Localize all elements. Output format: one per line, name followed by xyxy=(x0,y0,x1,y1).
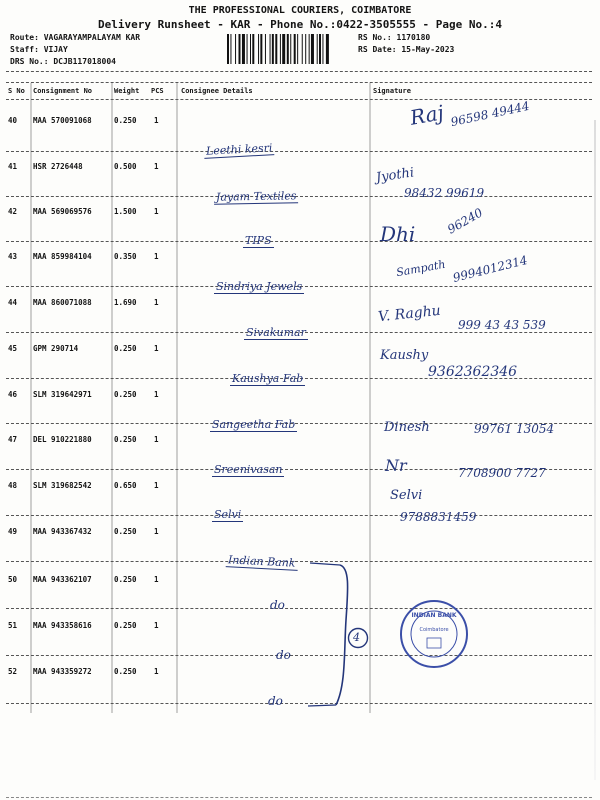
handwritten-phone: 7708900 7727 xyxy=(458,466,546,480)
handwritten-ditto: do xyxy=(268,694,283,708)
handwritten-name: Sindriya Jewels xyxy=(216,280,303,293)
row-sno: 50 xyxy=(8,575,18,584)
bottom-edge-line xyxy=(6,797,592,798)
handwritten-name: Sivakumar xyxy=(246,326,306,339)
row-pcs: 1 xyxy=(154,435,159,444)
row-sno: 45 xyxy=(8,344,18,353)
row-consignment: MAA 859984104 xyxy=(33,252,92,261)
header-divider xyxy=(6,71,592,72)
row-consignment: MAA 570091068 xyxy=(33,116,92,125)
handwritten-name: Sreenivasan xyxy=(214,463,283,476)
row-consignment: SLM 319642971 xyxy=(33,390,92,399)
row-pcs: 1 xyxy=(154,207,159,216)
row-weight: 0.250 xyxy=(114,390,137,399)
handwritten-phone: 96598 49444 xyxy=(449,98,531,130)
signature: Jyothi xyxy=(375,165,415,186)
col-consignment: Consignment No xyxy=(33,87,93,95)
signature: Sampath xyxy=(395,257,447,280)
handwritten-name: Indian Bank xyxy=(226,553,298,571)
row-consignment: MAA 943358616 xyxy=(33,621,92,630)
row-consignment: SLM 319682542 xyxy=(33,481,92,490)
row-pcs: 1 xyxy=(154,621,159,630)
barcode xyxy=(227,34,355,64)
handwritten-phone: 999 43 43 539 xyxy=(458,318,546,332)
row-weight: 1.690 xyxy=(114,298,137,307)
row-pcs: 1 xyxy=(154,116,159,125)
row-sno: 40 xyxy=(8,116,18,125)
row-pcs: 1 xyxy=(154,575,159,584)
row-sno: 48 xyxy=(8,481,18,490)
staff-label: Staff: VIJAY xyxy=(10,45,68,54)
row-consignment: GPM 290714 xyxy=(33,344,79,353)
row-weight: 0.250 xyxy=(114,621,137,630)
bank-stamp-title: INDIAN BANK xyxy=(411,612,457,619)
row-divider xyxy=(6,561,592,562)
signature: Raj xyxy=(408,100,446,130)
handwritten-name: Leethi kesri xyxy=(204,141,275,159)
row-weight: 1.500 xyxy=(114,207,137,216)
row-weight: 0.250 xyxy=(114,344,137,353)
col-pcs: PCS xyxy=(151,87,164,95)
row-sno: 46 xyxy=(8,390,18,399)
handwritten-phone: 9362362346 xyxy=(428,364,518,380)
row-consignment: MAA 943359272 xyxy=(33,667,92,676)
row-sno: 49 xyxy=(8,527,18,536)
handwritten-phone: 98432 99619 xyxy=(404,186,485,200)
bank-stamp-center: Coimbatore xyxy=(419,627,449,633)
row-weight: 0.250 xyxy=(114,667,137,676)
row-weight: 0.250 xyxy=(114,575,137,584)
signature: Selvi xyxy=(390,488,423,503)
row-pcs: 1 xyxy=(154,344,159,353)
row-weight: 0.250 xyxy=(114,116,137,125)
row-divider xyxy=(6,608,592,609)
row-consignment: MAA 943362107 xyxy=(33,575,92,584)
row-weight: 0.250 xyxy=(114,527,137,536)
row-sno: 43 xyxy=(8,252,18,261)
handwritten-name: Jayam Textiles xyxy=(214,189,299,204)
row-divider xyxy=(6,241,592,242)
row-consignment: MAA 569069576 xyxy=(33,207,92,216)
row-divider xyxy=(6,196,592,197)
row-weight: 0.350 xyxy=(114,252,137,261)
col-details: Consignee Details xyxy=(181,87,253,95)
col-signature: Signature xyxy=(373,87,411,95)
handwritten-name: Sangeetha Fab xyxy=(212,418,296,431)
row-weight: 0.250 xyxy=(114,435,137,444)
row-divider xyxy=(6,515,592,516)
row-weight: 0.500 xyxy=(114,162,137,171)
row-sno: 41 xyxy=(8,162,18,171)
row-pcs: 1 xyxy=(154,527,159,536)
bank-stamp xyxy=(398,598,470,670)
col-sno: S No xyxy=(8,87,25,95)
signature: Dhi xyxy=(380,222,416,246)
handwritten-phone: 99761 13054 xyxy=(474,422,555,436)
row-sno: 47 xyxy=(8,435,18,444)
row-pcs: 1 xyxy=(154,390,159,399)
rs-number: RS No.: 1170180 xyxy=(358,33,431,42)
row-consignment: MAA 943367432 xyxy=(33,527,92,536)
circled-count-number: 4 xyxy=(353,631,360,644)
handwritten-ditto: do xyxy=(270,598,285,612)
row-divider xyxy=(6,703,592,704)
runsheet-subtitle: Delivery Runsheet - KAR - Phone No.:0422-3505555 - Page No.:4 xyxy=(98,18,502,31)
handwritten-ditto: do xyxy=(276,648,291,662)
handwritten-phone: 9994012314 xyxy=(451,252,529,286)
row-weight: 0.650 xyxy=(114,481,137,490)
row-consignment: MAA 860071088 xyxy=(33,298,92,307)
row-divider xyxy=(6,151,592,152)
row-sno: 44 xyxy=(8,298,18,307)
row-pcs: 1 xyxy=(154,481,159,490)
handwritten-name: TIPS xyxy=(245,234,272,247)
signature: Dinesh xyxy=(384,420,430,435)
row-consignment: HSR 2726448 xyxy=(33,162,83,171)
signature: Kaushy xyxy=(380,348,429,363)
row-sno: 51 xyxy=(8,621,18,630)
handwritten-name: Kaushya Fab xyxy=(232,372,304,385)
row-consignment: DEL 910221880 xyxy=(33,435,92,444)
route-label: Route: VAGARAYAMPALAYAM KAR xyxy=(10,33,141,42)
row-sno: 52 xyxy=(8,667,18,676)
row-pcs: 1 xyxy=(154,667,159,676)
handwritten-phone: 9788831459 xyxy=(400,510,477,524)
signature: V. Raghu xyxy=(377,302,442,326)
row-pcs: 1 xyxy=(154,252,159,261)
handwritten-phone: 96240 xyxy=(445,205,486,237)
signature: Nr xyxy=(385,456,407,475)
drs-number: DRS No.: DCJB117018004 xyxy=(10,57,116,66)
rs-date: RS Date: 15-May-2023 xyxy=(358,45,455,54)
row-pcs: 1 xyxy=(154,162,159,171)
col-weight: Weight xyxy=(114,87,140,95)
handwritten-name: Selvi xyxy=(214,508,242,521)
row-pcs: 1 xyxy=(154,298,159,307)
company-title: THE PROFESSIONAL COURIERS, COIMBATORE xyxy=(188,5,412,16)
row-sno: 42 xyxy=(8,207,18,216)
page-edge-shadow xyxy=(594,120,596,780)
row-divider xyxy=(6,655,592,656)
